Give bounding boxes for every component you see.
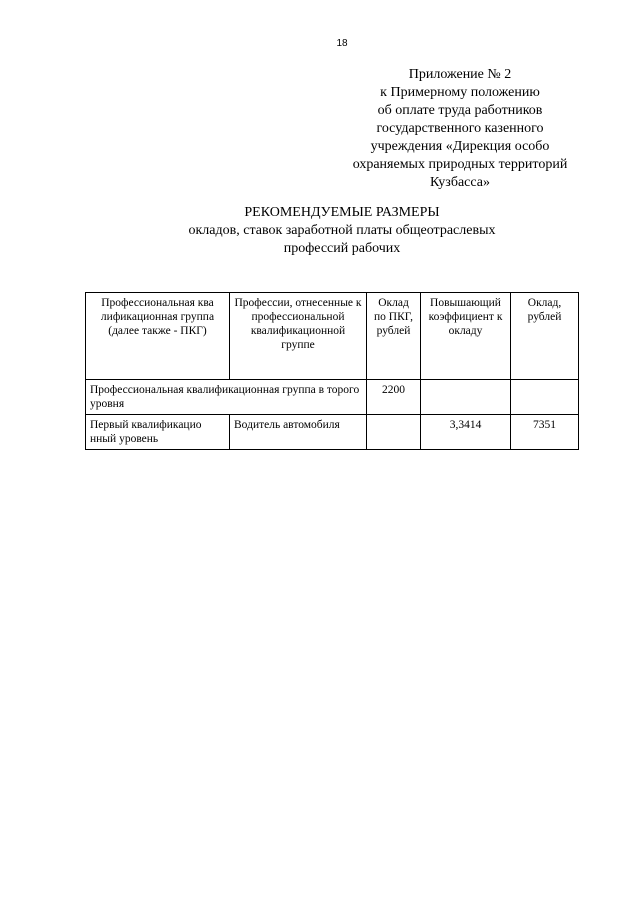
page-number: 18: [336, 38, 348, 49]
header-base-salary: Оклад по ПКГ, рублей: [367, 293, 421, 380]
group-name-cell: Профессиональная квалификационная группа в торого уровня: [86, 380, 367, 415]
subtitle-line: окладов, ставок заработной платы общеотраслевых: [188, 223, 496, 238]
appendix-line: Кузбасса»: [430, 175, 490, 190]
header-salary: Оклад, рублей: [511, 293, 579, 380]
appendix-line: к Примерному положению: [380, 85, 540, 100]
header-professions: Профессии, отнесенные к профессиональной квалификационной группе: [230, 293, 367, 380]
subtitle-line: профессий рабочих: [283, 241, 401, 256]
empty-cell: [367, 415, 421, 450]
profession-cell: Водитель автомобиля: [230, 415, 367, 450]
table-header-row: [86, 293, 579, 380]
appendix-line: Приложение № 2: [408, 67, 512, 82]
appendix-header: [322, 66, 598, 192]
group-salary-cell: 2200: [367, 380, 421, 415]
level-cell: Первый квалификацио нный уровень: [86, 415, 230, 450]
header-qualification-group: Профессиональная ква лификационная группа (далее также - ПКГ): [86, 293, 230, 380]
document-title: РЕКОМЕНДУЕМЫЕ РАЗМЕРЫ: [244, 205, 440, 220]
document-subtitle: [0, 222, 640, 258]
empty-cell: [511, 380, 579, 415]
table-row: [86, 380, 579, 415]
header-coefficient: Повышающий коэффициент к окладу: [421, 293, 511, 380]
appendix-line: об оплате труда работников: [377, 103, 543, 118]
empty-cell: [421, 380, 511, 415]
appendix-line: охраняемых природных территорий: [352, 157, 568, 172]
appendix-line: учреждения «Дирекция особо: [370, 139, 550, 154]
salary-cell: 7351: [511, 415, 579, 450]
appendix-line: государственного казенного: [376, 121, 544, 136]
table-row: [86, 415, 579, 450]
rates-table: [85, 292, 579, 450]
coefficient-cell: 3,3414: [421, 415, 511, 450]
